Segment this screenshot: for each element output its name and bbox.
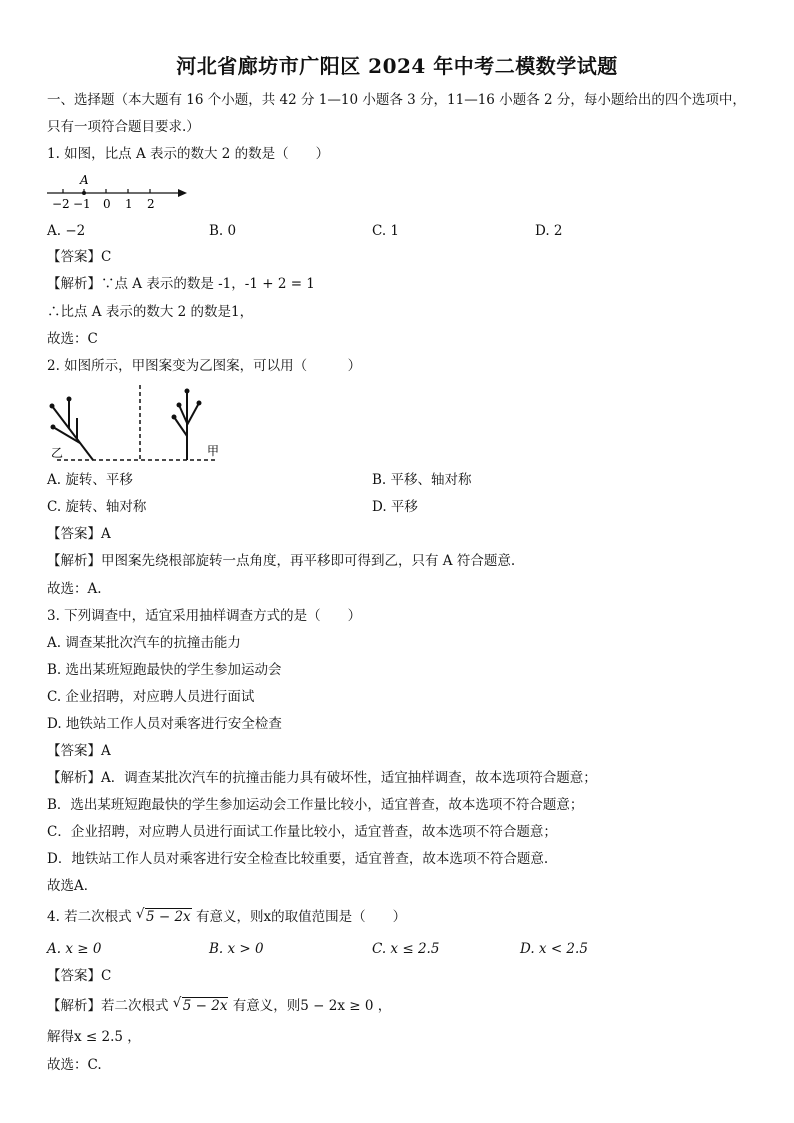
q2-option-d[interactable]: D. 平移 bbox=[372, 499, 418, 515]
q2-option-b[interactable]: B. 平移、轴对称 bbox=[372, 472, 472, 488]
sqrt-expression bbox=[173, 996, 229, 1016]
radicand: 5 − 2x bbox=[182, 998, 228, 1014]
number-line-arrow bbox=[178, 189, 187, 197]
q3-final: 故选A． bbox=[47, 878, 98, 894]
sqrt-icon: √ bbox=[135, 906, 145, 922]
q4-option-a[interactable]: A. x ≥ 0 bbox=[47, 941, 102, 957]
q3-option-b[interactable]: B. 选出某班短跑最快的学生参加运动会 bbox=[47, 662, 282, 678]
q3-analysis-3: C．企业招聘，对应聘人员进行面试工作量比较小，适宜普查，故本选项不符合题意； bbox=[47, 824, 557, 840]
q4-solve: 解得x ≤ 2.5 ， bbox=[47, 1029, 141, 1045]
q3-analysis-4: D．地铁站工作人员对乘客进行安全检查比较重要，适宜普查，故本选项不符合题意. bbox=[47, 851, 549, 867]
q4-analysis bbox=[47, 996, 391, 1016]
tick-label: −2 bbox=[52, 197, 70, 211]
page-title: 河北省廊坊市广阳区 2024 年中考二模数学试题 bbox=[176, 54, 618, 78]
section-instruction-line-2: 只有一项符合题目要求.） bbox=[47, 119, 200, 135]
q3-analysis-1: 【解析】A．调查某批次汽车的抗撞击能力具有破坏性，适宜抽样调查，故本选项符合题意； bbox=[47, 770, 597, 786]
label-yi: 乙 bbox=[51, 446, 64, 460]
q3-stem: 3. 下列调查中，适宜采用抽样调查方式的是（ ） bbox=[47, 608, 362, 624]
q2-analysis: 【解析】甲图案先绕根部旋转一点角度，再平移即可得到乙，只有 A 符合题意. bbox=[47, 553, 516, 569]
point-a-label: A bbox=[80, 173, 89, 187]
tick-label: −1 bbox=[73, 197, 91, 211]
radicand: 5 − 2x bbox=[145, 909, 191, 925]
q4-final: 故选：C. bbox=[47, 1057, 102, 1073]
q1-analysis-2: ∴比点 A 表示的数大 2 的数是1， bbox=[47, 304, 254, 320]
q2-options-row-1 bbox=[47, 470, 747, 490]
q2-stem: 2. 如图所示，甲图案变为乙图案，可以用（ ） bbox=[47, 358, 362, 374]
q1-stem: 1. 如图，比点 A 表示的数大 2 的数是（ ） bbox=[47, 146, 330, 162]
q1-answer: 【答案】C bbox=[47, 249, 112, 265]
q3-option-a[interactable]: A. 调查某批次汽车的抗撞击能力 bbox=[47, 635, 241, 651]
tree-jia bbox=[172, 389, 202, 461]
q2-tree-pattern-figure bbox=[47, 383, 227, 463]
q1-option-b[interactable]: B. 0 bbox=[209, 223, 237, 239]
q4-answer: 【答案】C bbox=[47, 968, 112, 984]
q4-analysis-post: 有意义，则5 − 2x ≥ 0 ， bbox=[232, 998, 392, 1014]
q3-option-d[interactable]: D. 地铁站工作人员对乘客进行安全检查 bbox=[47, 716, 282, 732]
q4-option-c[interactable]: C. x ≤ 2.5 bbox=[372, 941, 440, 957]
q1-analysis-1: 【解析】∵点 A 表示的数是 -1，-1 + 2 = 1 bbox=[47, 276, 315, 292]
q3-option-c[interactable]: C. 企业招聘，对应聘人员进行面试 bbox=[47, 689, 255, 705]
tick-label: 1 bbox=[125, 197, 133, 211]
q4-option-d[interactable]: D. x < 2.5 bbox=[520, 941, 588, 957]
label-jia: 甲 bbox=[207, 444, 220, 458]
q4-analysis-pre: 【解析】若二次根式 bbox=[47, 998, 169, 1014]
q2-answer: 【答案】A bbox=[47, 526, 111, 542]
q4-option-b[interactable]: B. x > 0 bbox=[209, 941, 264, 957]
tick-label: 0 bbox=[103, 197, 111, 211]
tick-label: 2 bbox=[147, 197, 155, 211]
q3-analysis-2: B．选出某班短跑最快的学生参加运动会工作量比较小，适宜普查，故本选项不符合题意； bbox=[47, 797, 584, 813]
q1-options bbox=[47, 221, 747, 241]
q1-option-a[interactable]: A. −2 bbox=[47, 223, 86, 239]
q4-stem-pre: 4. 若二次根式 bbox=[47, 909, 132, 925]
q4-stem-post: 有意义，则x的取值范围是（ ） bbox=[195, 909, 407, 925]
q1-final: 故选：C bbox=[47, 331, 98, 347]
q4-options bbox=[47, 939, 747, 959]
q1-number-line-figure bbox=[47, 168, 197, 211]
q3-answer: 【答案】A bbox=[47, 743, 111, 759]
q1-option-c[interactable]: C. 1 bbox=[372, 223, 400, 239]
q1-option-d[interactable]: D. 2 bbox=[535, 223, 563, 239]
q2-options-row-2 bbox=[47, 497, 747, 517]
q2-option-a[interactable]: A. 旋转、平移 bbox=[47, 472, 133, 488]
q2-final: 故选：A. bbox=[47, 581, 102, 597]
section-instruction-line-1: 一、选择题（本大题有 16 个小题，共 42 分 1—10 小题各 3 分，11—16 小题各 2 分，每小题给出的四个选项中， bbox=[47, 92, 746, 108]
sqrt-expression bbox=[136, 907, 192, 927]
q4-stem bbox=[47, 907, 406, 927]
sqrt-icon: √ bbox=[172, 995, 182, 1011]
q2-option-c[interactable]: C. 旋转、轴对称 bbox=[47, 499, 147, 515]
point-a-dot bbox=[82, 191, 86, 195]
